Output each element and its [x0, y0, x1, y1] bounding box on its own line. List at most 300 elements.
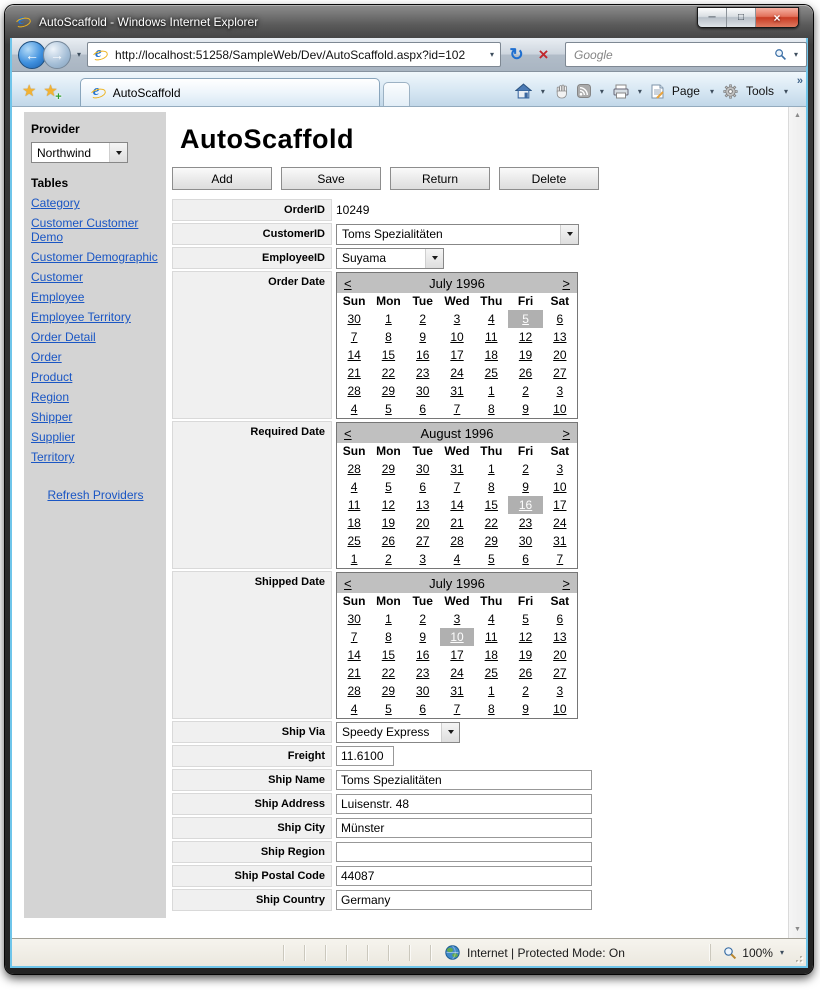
calendar-day-link[interactable]: 29 [484, 534, 498, 548]
calendar-next-link[interactable]: > [562, 575, 570, 591]
calendar-day-link[interactable]: 31 [553, 534, 567, 548]
calendar-day-link[interactable]: 22 [381, 366, 396, 380]
calendar-week-row [337, 646, 577, 664]
calendar-day-link[interactable]: 8 [487, 702, 495, 716]
calendar-day-cell [337, 532, 371, 550]
freight-label: Freight [172, 745, 332, 767]
calendar-day-link[interactable]: 18 [484, 348, 498, 362]
calendar-day-link[interactable]: 1 [385, 612, 392, 626]
calendar-day-link[interactable]: 20 [553, 648, 567, 662]
calendar-day-link[interactable]: 9 [522, 480, 529, 494]
calendar-day-link[interactable]: 3 [453, 312, 461, 326]
calendar-day-link[interactable]: 1 [487, 684, 495, 698]
chevron-down-icon [560, 225, 578, 244]
back-button[interactable] [18, 41, 46, 69]
calendar-day-link[interactable]: 5 [487, 552, 495, 566]
ship-name-input[interactable] [336, 770, 592, 790]
calendar-next-link[interactable]: > [562, 275, 570, 291]
calendar-day-link[interactable]: 6 [522, 552, 529, 566]
calendar-day-link[interactable]: 23 [416, 366, 430, 380]
calendar-day-link[interactable]: 20 [416, 516, 430, 530]
calendar-day-link[interactable]: 14 [347, 648, 361, 662]
calendar-day-link[interactable]: 6 [419, 480, 427, 494]
title-bar[interactable] [5, 5, 813, 38]
calendar-week-row [337, 550, 577, 568]
calendar-day-cell [337, 328, 371, 346]
url-input[interactable] [113, 47, 484, 63]
zoom-dropdown[interactable]: ▾ [779, 948, 784, 957]
calendar-day-name: Wed [444, 444, 470, 458]
calendar-day-link[interactable]: 11 [485, 330, 498, 344]
history-dropdown-button[interactable]: ▾ [77, 50, 82, 59]
calendar-header [337, 573, 577, 593]
url-dropdown-button[interactable]: ▾ [490, 50, 495, 59]
toolbar-overflow-chevron[interactable]: » [796, 75, 803, 87]
tools-menu-button[interactable]: Tools [745, 84, 774, 98]
minimize-icon: ─ [708, 12, 716, 23]
calendar-day-link[interactable]: 20 [553, 348, 567, 362]
calendar-day-link[interactable]: 2 [419, 612, 427, 626]
calendar-day-link[interactable]: 19 [518, 648, 533, 662]
calendar-day-link[interactable]: 27 [416, 534, 430, 548]
provider-select[interactable] [31, 142, 128, 163]
calendar-day-link[interactable]: 14 [450, 498, 464, 512]
status-bar [12, 938, 806, 966]
calendar-day-link[interactable]: 12 [381, 498, 396, 512]
calendar-day-link[interactable]: 17 [450, 648, 464, 662]
customerid-label: CustomerID [172, 223, 332, 245]
calendar-day-cell [406, 628, 440, 646]
calendar-day-link[interactable]: 3 [556, 384, 564, 398]
vertical-scrollbar[interactable] [788, 107, 806, 938]
calendar-day-cell [474, 610, 508, 628]
calendar-day-link[interactable]: 2 [522, 684, 529, 698]
calendar-day-name: Fri [517, 594, 534, 608]
calendar-month-title: August 1996 [420, 425, 494, 441]
calendar-day-link[interactable]: 31 [450, 384, 464, 398]
calendar-day-link[interactable]: 26 [381, 534, 396, 548]
calendar-day-link[interactable]: 7 [556, 552, 564, 566]
calendar-day-link[interactable]: 14 [347, 348, 361, 362]
calendar-day-link[interactable]: 10 [553, 702, 567, 716]
calendar-day-link[interactable]: 3 [453, 612, 461, 626]
calendar-day-cell [337, 700, 371, 718]
calendar-day-cell [474, 646, 508, 664]
sidebar-item-employee-territory[interactable]: Employee Territory [31, 310, 131, 324]
orderid-label: OrderID [172, 199, 332, 221]
calendar-day-link[interactable]: 24 [553, 516, 567, 530]
calendar-day-cell [371, 346, 405, 364]
page-favicon-icon: e [92, 47, 109, 63]
sidebar-item-product[interactable]: Product [31, 370, 73, 384]
print-icon[interactable] [613, 84, 629, 99]
calendar-day-link[interactable]: 3 [419, 552, 427, 566]
calendar-day-name: Sat [550, 444, 570, 458]
calendar-day-cell [474, 460, 508, 478]
new-tab-stub[interactable] [383, 82, 410, 106]
calendar-day-link[interactable]: 7 [350, 330, 358, 344]
calendar-day-link[interactable]: 10 [553, 480, 567, 494]
zoom-control[interactable] [710, 944, 800, 961]
calendar-day-link[interactable]: 7 [453, 402, 461, 416]
calendar-day-cell [508, 400, 542, 418]
calendar-day-name: Thu [480, 594, 503, 608]
calendar-prev-link[interactable]: < [344, 425, 352, 441]
calendar-day-link[interactable]: 10 [450, 630, 464, 644]
add-favorite-icon[interactable]: ★ + [43, 83, 62, 103]
sidebar-item-customer-customer-demo[interactable]: Customer Customer Demo [31, 216, 139, 244]
calendar-day-link[interactable]: 28 [450, 534, 464, 548]
calendar-day-cell [337, 550, 371, 568]
calendar-day-link[interactable]: 30 [347, 312, 361, 326]
calendar-day-link[interactable]: 10 [553, 402, 567, 416]
calendar-day-cell [406, 682, 440, 700]
calendar-day-name: Tue [412, 444, 433, 458]
calendar-day-link[interactable]: 27 [553, 366, 567, 380]
calendar-day-link[interactable]: 7 [453, 480, 461, 494]
scroll-up-button[interactable]: ▲ [794, 112, 801, 119]
calendar-day-names [337, 293, 577, 310]
sidebar-item-customer[interactable]: Customer [31, 270, 84, 284]
calendar-day-name: Sun [342, 444, 366, 458]
address-bar [12, 38, 806, 72]
calendar-day-cell [337, 400, 371, 418]
page-icon[interactable] [651, 84, 664, 99]
calendar-day-cell [508, 550, 542, 568]
calendar-day-link[interactable]: 18 [347, 516, 361, 530]
calendar-day-link[interactable]: 25 [347, 534, 361, 548]
calendar-day-cell [440, 346, 474, 364]
calendar-day-cell [337, 628, 371, 646]
ship-region-label: Ship Region [172, 841, 332, 863]
favorites-center-icon[interactable]: ★ [22, 83, 37, 100]
calendar-day-link[interactable]: 28 [347, 384, 361, 398]
calendar-day-link[interactable]: 30 [347, 612, 361, 626]
calendar-day-link[interactable]: 9 [522, 402, 529, 416]
calendar-week-row [337, 382, 577, 400]
calendar-day-link[interactable]: 27 [553, 666, 567, 680]
maximize-button[interactable] [727, 8, 756, 27]
calendar-day-name: Sun [342, 594, 366, 608]
provider-select-value: Northwind [37, 145, 92, 160]
calendar-day-link[interactable]: 30 [416, 384, 430, 398]
calendar-day-link[interactable]: 3 [556, 462, 564, 476]
sidebar-item-supplier[interactable]: Supplier [31, 430, 76, 444]
calendar-day-link[interactable]: 13 [553, 630, 567, 644]
sidebar-item-order-detail[interactable]: Order Detail [31, 330, 96, 344]
calendar-day-cell [371, 610, 405, 628]
calendar-day-cell [406, 328, 440, 346]
calendar-day-cell [371, 628, 405, 646]
calendar-day-link[interactable]: 11 [485, 630, 498, 644]
order-date-calendar [336, 272, 578, 419]
calendar-day-cell [543, 364, 577, 382]
sidebar-item-customer-demographic[interactable]: Customer Demographic [31, 250, 158, 264]
calendar-prev-link[interactable]: < [344, 575, 352, 591]
sidebar-item-category[interactable]: Category [31, 196, 80, 210]
calendar-day-cell [406, 496, 440, 514]
calendar-day-link[interactable]: 8 [385, 330, 392, 344]
calendar-day-cell [371, 532, 405, 550]
calendar-prev-link[interactable]: < [344, 275, 352, 291]
calendar-day-cell [508, 478, 542, 496]
window-title: AutoScaffold - Windows Internet Explorer [39, 14, 259, 29]
page-menu-button[interactable]: Page [671, 84, 700, 98]
calendar-day-name: Sat [550, 594, 570, 608]
calendar-day-link[interactable]: 2 [522, 384, 529, 398]
calendar-day-link[interactable]: 31 [450, 684, 464, 698]
calendar-day-link[interactable]: 21 [347, 366, 361, 380]
search-icon[interactable] [774, 48, 787, 61]
calendar-month-title: July 1996 [429, 575, 485, 591]
calendar-day-link[interactable]: 23 [518, 516, 533, 530]
calendar-day-link[interactable]: 17 [450, 348, 464, 362]
calendar-month-title: July 1996 [429, 275, 485, 291]
calendar-day-name: Thu [480, 444, 503, 458]
calendar-day-cell [337, 664, 371, 682]
calendar-day-link[interactable]: 8 [487, 480, 495, 494]
ship-country-input[interactable] [336, 890, 592, 910]
calendar-day-cell [371, 328, 405, 346]
close-button[interactable] [756, 8, 798, 27]
calendar-day-link[interactable]: 29 [381, 684, 396, 698]
calendar-day-cell [406, 700, 440, 718]
save-button[interactable]: Save [281, 167, 381, 190]
page-title: AutoScaffold [180, 124, 354, 154]
calendar-day-link[interactable]: 25 [484, 366, 498, 380]
home-dropdown[interactable]: ▾ [540, 86, 545, 96]
customerid-select[interactable] [336, 224, 579, 245]
calendar-day-link[interactable]: 1 [385, 312, 392, 326]
calendar-day-link[interactable]: 4 [350, 702, 358, 716]
calendar-day-link[interactable]: 7 [350, 630, 358, 644]
calendar-day-link[interactable]: 24 [450, 366, 464, 380]
calendar-day-link[interactable]: 29 [381, 384, 396, 398]
ship-region-input[interactable] [336, 842, 592, 862]
calendar-day-cell [508, 628, 542, 646]
ship-postal-code-input[interactable] [336, 866, 592, 886]
calendar-day-link[interactable]: 1 [487, 384, 495, 398]
calendar-day-link[interactable]: 5 [522, 312, 529, 326]
calendar-day-link[interactable]: 10 [450, 330, 464, 344]
calendar-week-row [337, 514, 577, 532]
calendar-day-link[interactable]: 26 [518, 666, 533, 680]
calendar-day-cell [508, 664, 542, 682]
calendar-week-row [337, 328, 577, 346]
calendar-day-name: Fri [517, 444, 534, 458]
tab-autoscaffold[interactable] [80, 78, 380, 106]
calendar-day-link[interactable]: 25 [484, 666, 498, 680]
calendar-day-cell [440, 610, 474, 628]
calendar-day-link[interactable]: 30 [518, 534, 533, 548]
maximize-icon: □ [737, 12, 745, 23]
calendar-day-names [337, 593, 577, 610]
calendar-day-link[interactable]: 6 [556, 612, 564, 626]
calendar-day-cell [406, 664, 440, 682]
stop-button[interactable] [532, 43, 555, 66]
calendar-day-link[interactable]: 24 [450, 666, 464, 680]
calendar-day-link[interactable]: 1 [350, 552, 358, 566]
search-box[interactable] [565, 42, 807, 67]
calendar-day-link[interactable]: 21 [347, 666, 361, 680]
calendar-week-row [337, 460, 577, 478]
calendar-day-link[interactable]: 22 [484, 516, 498, 530]
provider-label: Provider [31, 122, 80, 136]
calendar-day-cell [474, 328, 508, 346]
calendar-day-link[interactable]: 8 [385, 630, 392, 644]
calendar-day-link[interactable]: 6 [419, 402, 427, 416]
print-dropdown[interactable]: ▾ [637, 86, 642, 96]
calendar-day-cell [406, 610, 440, 628]
calendar-day-link[interactable]: 15 [381, 348, 396, 362]
ship-via-select[interactable] [336, 722, 460, 743]
search-input[interactable] [572, 47, 769, 63]
calendar-next-link[interactable]: > [562, 425, 570, 441]
ship-country-label: Ship Country [172, 889, 332, 911]
calendar-day-link[interactable]: 9 [419, 630, 427, 644]
calendar-day-link[interactable]: 5 [385, 402, 392, 416]
calendar-day-link[interactable]: 7 [453, 702, 461, 716]
freight-input[interactable] [336, 746, 394, 766]
calendar-day-link[interactable]: 19 [381, 516, 396, 530]
tools-gear-icon[interactable] [723, 84, 738, 99]
page-viewport [12, 107, 806, 938]
zoom-magnifier-icon [723, 946, 737, 960]
calendar-day-link[interactable]: 5 [385, 480, 392, 494]
calendar-day-link[interactable]: 3 [556, 684, 564, 698]
calendar-day-link[interactable]: 11 [347, 498, 361, 512]
calendar-day-cell [474, 700, 508, 718]
calendar-day-link[interactable]: 9 [419, 330, 427, 344]
calendar-day-link[interactable]: 30 [416, 462, 430, 476]
forward-button[interactable] [43, 41, 71, 69]
calendar-day-link[interactable]: 16 [416, 648, 430, 662]
shipped-date-calendar [336, 572, 578, 719]
search-options-dropdown[interactable]: ▾ [794, 50, 799, 59]
calendar-day-link[interactable]: 4 [350, 480, 358, 494]
calendar-day-link[interactable]: 15 [381, 648, 396, 662]
calendar-day-cell [508, 460, 542, 478]
calendar-day-link[interactable]: 2 [385, 552, 392, 566]
minimize-button[interactable] [698, 8, 727, 27]
calendar-day-link[interactable]: 8 [487, 402, 495, 416]
calendar-day-cell [508, 328, 542, 346]
calendar-day-link[interactable]: 13 [416, 498, 430, 512]
calendar-day-link[interactable]: 6 [419, 702, 427, 716]
tools-dropdown[interactable]: ▾ [783, 86, 788, 96]
calendar-day-link[interactable]: 28 [347, 462, 361, 476]
calendar-day-link[interactable]: 4 [487, 612, 495, 626]
sidebar-item-order[interactable]: Order [31, 350, 62, 364]
calendar-day-link[interactable]: 31 [450, 462, 464, 476]
calendar-day-cell [337, 460, 371, 478]
chevron-down-icon [425, 249, 443, 268]
calendar-day-cell [543, 682, 577, 700]
resize-grip[interactable] [792, 952, 804, 964]
calendar-day-link[interactable]: 4 [453, 552, 461, 566]
calendar-day-link[interactable]: 2 [419, 312, 427, 326]
calendar-day-link[interactable]: 5 [522, 612, 529, 626]
calendar-week-row [337, 364, 577, 382]
sidebar-item-employee[interactable]: Employee [31, 290, 85, 304]
sidebar-item-shipper[interactable]: Shipper [31, 410, 73, 424]
calendar-day-link[interactable]: 21 [450, 516, 464, 530]
ship-via-label: Ship Via [172, 721, 332, 743]
calendar-day-cell [474, 400, 508, 418]
chevron-down-icon [109, 143, 127, 162]
calendar-day-cell [508, 682, 542, 700]
calendar-day-link[interactable]: 9 [522, 702, 529, 716]
calendar-day-link[interactable]: 12 [518, 630, 533, 644]
calendar-day-link[interactable]: 1 [487, 462, 495, 476]
calendar-day-link[interactable]: 4 [350, 402, 358, 416]
page-dropdown[interactable]: ▾ [709, 86, 714, 96]
calendar-day-link[interactable]: 4 [487, 312, 495, 326]
calendar-day-link[interactable]: 13 [553, 330, 567, 344]
calendar-day-link[interactable]: 17 [553, 498, 567, 512]
add-button[interactable]: Add [172, 167, 272, 190]
calendar-day-link[interactable]: 30 [416, 684, 430, 698]
calendar-day-link[interactable]: 22 [381, 666, 396, 680]
calendar-day-link[interactable]: 6 [556, 312, 564, 326]
calendar-day-cell [440, 382, 474, 400]
calendar-day-cell [508, 532, 542, 550]
forward-arrow-icon: → [50, 46, 64, 63]
delete-button[interactable]: Delete [499, 167, 599, 190]
calendar-day-link[interactable]: 29 [381, 462, 396, 476]
calendar-day-link[interactable]: 15 [484, 498, 498, 512]
scroll-down-button[interactable]: ▼ [794, 926, 801, 933]
refresh-providers-link[interactable]: Refresh Providers [47, 488, 144, 502]
calendar-day-link[interactable]: 28 [347, 684, 361, 698]
calendar-day-link[interactable]: 12 [518, 330, 533, 344]
home-icon[interactable] [515, 83, 532, 99]
ship-address-label: Ship Address [172, 793, 332, 815]
rss-dropdown[interactable]: ▾ [599, 86, 604, 96]
ship-address-input[interactable] [336, 794, 592, 814]
sidebar-item-territory[interactable]: Territory [31, 450, 75, 464]
url-box[interactable] [87, 42, 501, 67]
calendar-day-cell [337, 364, 371, 382]
calendar-day-link[interactable]: 5 [385, 702, 392, 716]
calendar-day-link[interactable]: 16 [518, 498, 533, 512]
calendar-day-link[interactable]: 18 [484, 648, 498, 662]
calendar-day-link[interactable]: 16 [416, 348, 430, 362]
calendar-day-cell [543, 550, 577, 568]
quick-tabs-hand-icon[interactable] [554, 83, 570, 99]
calendar-day-link[interactable]: 26 [518, 366, 533, 380]
ship-city-input[interactable] [336, 818, 592, 838]
calendar-day-cell [406, 346, 440, 364]
calendar-day-cell [440, 364, 474, 382]
calendar-day-cell [543, 700, 577, 718]
calendar-day-name: Mon [376, 594, 401, 608]
calendar-day-cell [440, 550, 474, 568]
refresh-button[interactable] [505, 43, 528, 66]
sidebar-item-region[interactable]: Region [31, 390, 70, 404]
calendar-day-cell [371, 646, 405, 664]
calendar-day-cell [474, 664, 508, 682]
return-button[interactable]: Return [390, 167, 490, 190]
calendar-day-link[interactable]: 19 [518, 348, 533, 362]
calendar-day-link[interactable]: 2 [522, 462, 529, 476]
rss-feed-icon[interactable] [577, 84, 591, 98]
employeeid-select[interactable] [336, 248, 444, 269]
calendar-day-link[interactable]: 23 [416, 666, 430, 680]
calendar-day-cell [440, 514, 474, 532]
calendar-day-cell [371, 664, 405, 682]
main-content [167, 112, 607, 911]
